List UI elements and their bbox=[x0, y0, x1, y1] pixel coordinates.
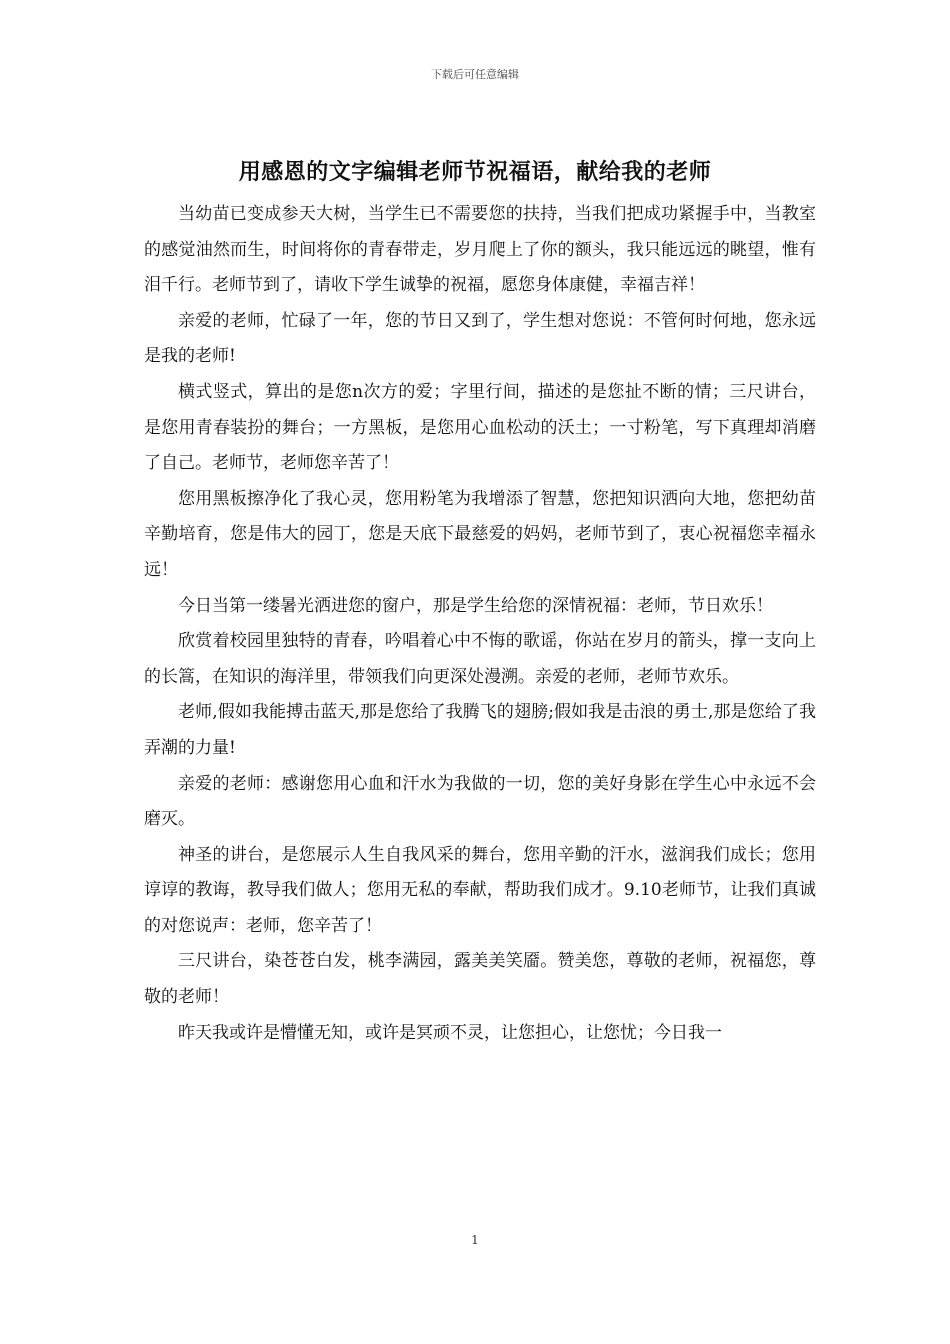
paragraph: 神圣的讲台，是您展示人生自我风采的舞台，您用辛勤的汗水，滋润我们成长；您用谆谆的教诲，教导我们做人；您用无私的奉献，帮助我们成才。9.10老师节，让我们真诚的对您说声：老师，您辛苦了！ bbox=[144, 844, 816, 936]
paragraph: 亲爱的老师，忙碌了一年，您的节日又到了，学生想对您说：不管何时何地，您永远是我的老师! bbox=[144, 310, 816, 367]
paragraph: 横式竖式，算出的是您n次方的爱；字里行间，描述的是您扯不断的情；三尺讲台，是您用青春装扮的舞台；一方黑板，是您用心血松动的沃土；一寸粉笔，写下真理却消磨了自己。老师节，老师您辛苦了！ bbox=[144, 381, 816, 474]
paragraph: 当幼苗已变成参天大树，当学生已不需要您的扶持，当我们把成功紧握手中，当教室的感觉油然而生，时间将你的青春带走，岁月爬上了你的额头，我只能远远的眺望，惟有泪千行。老师节到了，请收下学生诚挚的祝福，愿您身体康健，幸福吉祥！ bbox=[144, 204, 816, 296]
paragraph: 老师,假如我能搏击蓝天,那是您给了我腾飞的翅膀;假如我是击浪的勇士,那是您给了我弄潮的力量! bbox=[144, 702, 816, 758]
paragraph: 亲爱的老师：感谢您用心血和汗水为我做的一切，您的美好身影在学生心中永远不会磨灭。 bbox=[144, 773, 816, 830]
page-number: 1 bbox=[471, 1233, 479, 1247]
document-title: 用感恩的文字编辑老师节祝福语，献给我的老师 bbox=[238, 160, 712, 185]
document-body bbox=[144, 197, 816, 1051]
header-note: 下载后可任意编辑 bbox=[431, 68, 519, 81]
paragraph: 昨天我或许是懵懂无知，或许是冥顽不灵，让您担心，让您忧；今日我一 bbox=[178, 1022, 722, 1043]
paragraph: 三尺讲台，染苍苍白发，桃李满园，露美美笑靥。赞美您，尊敬的老师，祝福您，尊敬的老师！ bbox=[144, 951, 816, 1008]
paragraph: 您用黑板擦净化了我心灵，您用粉笔为我增添了智慧，您把知识洒向大地，您把幼苗辛勤培育，您是伟大的园丁，您是天底下最慈爱的妈妈，老师节到了，衷心祝福您幸福永远！ bbox=[144, 488, 816, 580]
paragraph: 今日当第一缕暑光洒进您的窗户，那是学生给您的深情祝福：老师，节日欢乐！ bbox=[178, 595, 773, 616]
paragraph: 欣赏着校园里独特的青春，吟唱着心中不悔的歌谣，你站在岁月的箭头，撑一支向上的长篙，在知识的海洋里，带领我们向更深处漫溯。亲爱的老师，老师节欢乐。 bbox=[144, 631, 816, 687]
